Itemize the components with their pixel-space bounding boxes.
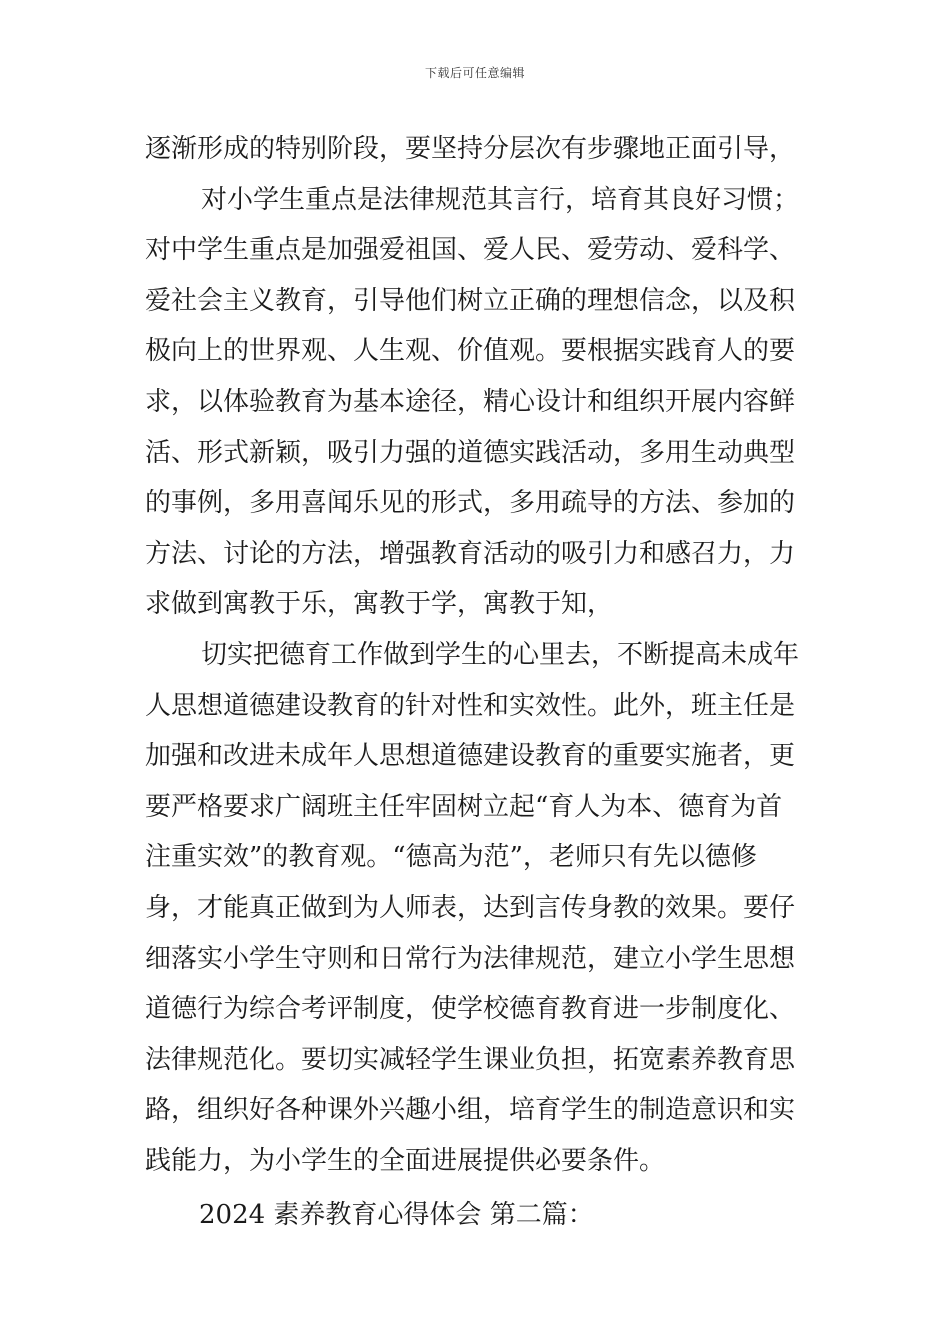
text-line: 对中学生重点是加强爱祖国、爱人民、爱劳动、爱科学、 xyxy=(145,235,796,266)
page-header: 下载后可任意编辑 xyxy=(424,66,525,80)
text-line: 践能力，为小学生的全面进展提供必要条件。 xyxy=(145,1145,666,1176)
text-line: 切实把德育工作做到学生的心里去，不断提高未成年 xyxy=(201,639,800,670)
section-title: 2024 素养教育心得体会 第二篇： xyxy=(199,1200,594,1231)
text-line: 逐渐形成的特别阶段，要坚持分层次有步骤地正面引导， xyxy=(145,134,796,164)
text-line: 法律规范化。要切实减轻学生课业负担，拓宽素养教育思 xyxy=(145,1044,796,1075)
text-line: 活、形式新颖，吸引力强的道德实践活动，多用生动典型 xyxy=(145,437,796,468)
text-line: 道德行为综合考评制度，使学校德育教育进一步制度化、 xyxy=(145,994,796,1025)
text-line: 注重实效”的教育观。“德高为范”，老师只有先以德修 xyxy=(145,842,757,873)
document-body xyxy=(145,124,813,1241)
text-line: 求，以体验教育为基本途径，精心设计和组织开展内容鲜 xyxy=(145,386,796,417)
text-line: 细落实小学生守则和日常行为法律规范，建立小学生思想 xyxy=(145,943,796,974)
text-line: 路，组织好各种课外兴趣小组，培育学生的制造意识和实 xyxy=(145,1095,796,1126)
text-line: 极向上的世界观、人生观、价值观。要根据实践育人的要 xyxy=(145,336,796,367)
text-line: 求做到寓教于乐，寓教于学，寓教于知， xyxy=(145,589,614,620)
text-line: 要严格要求广阔班主任牢固树立起“育人为本、德育为首 xyxy=(145,791,783,822)
text-line: 加强和改进未成年人思想道德建设教育的重要实施者，更 xyxy=(145,741,796,772)
text-line: 爱社会主义教育，引导他们树立正确的理想信念，以及积 xyxy=(145,285,796,316)
text-line: 对小学生重点是法律规范其言行，培育其良好习惯； xyxy=(201,184,800,215)
text-line: 的事例，多用喜闻乐见的形式，多用疏导的方法、参加的 xyxy=(145,488,796,519)
text-line: 方法、讨论的方法，增强教育活动的吸引力和感召力，力 xyxy=(145,538,796,569)
text-line: 身，才能真正做到为人师表，达到言传身教的效果。要仔 xyxy=(145,892,796,923)
text-line: 人思想道德建设教育的针对性和实效性。此外，班主任是 xyxy=(145,690,796,721)
